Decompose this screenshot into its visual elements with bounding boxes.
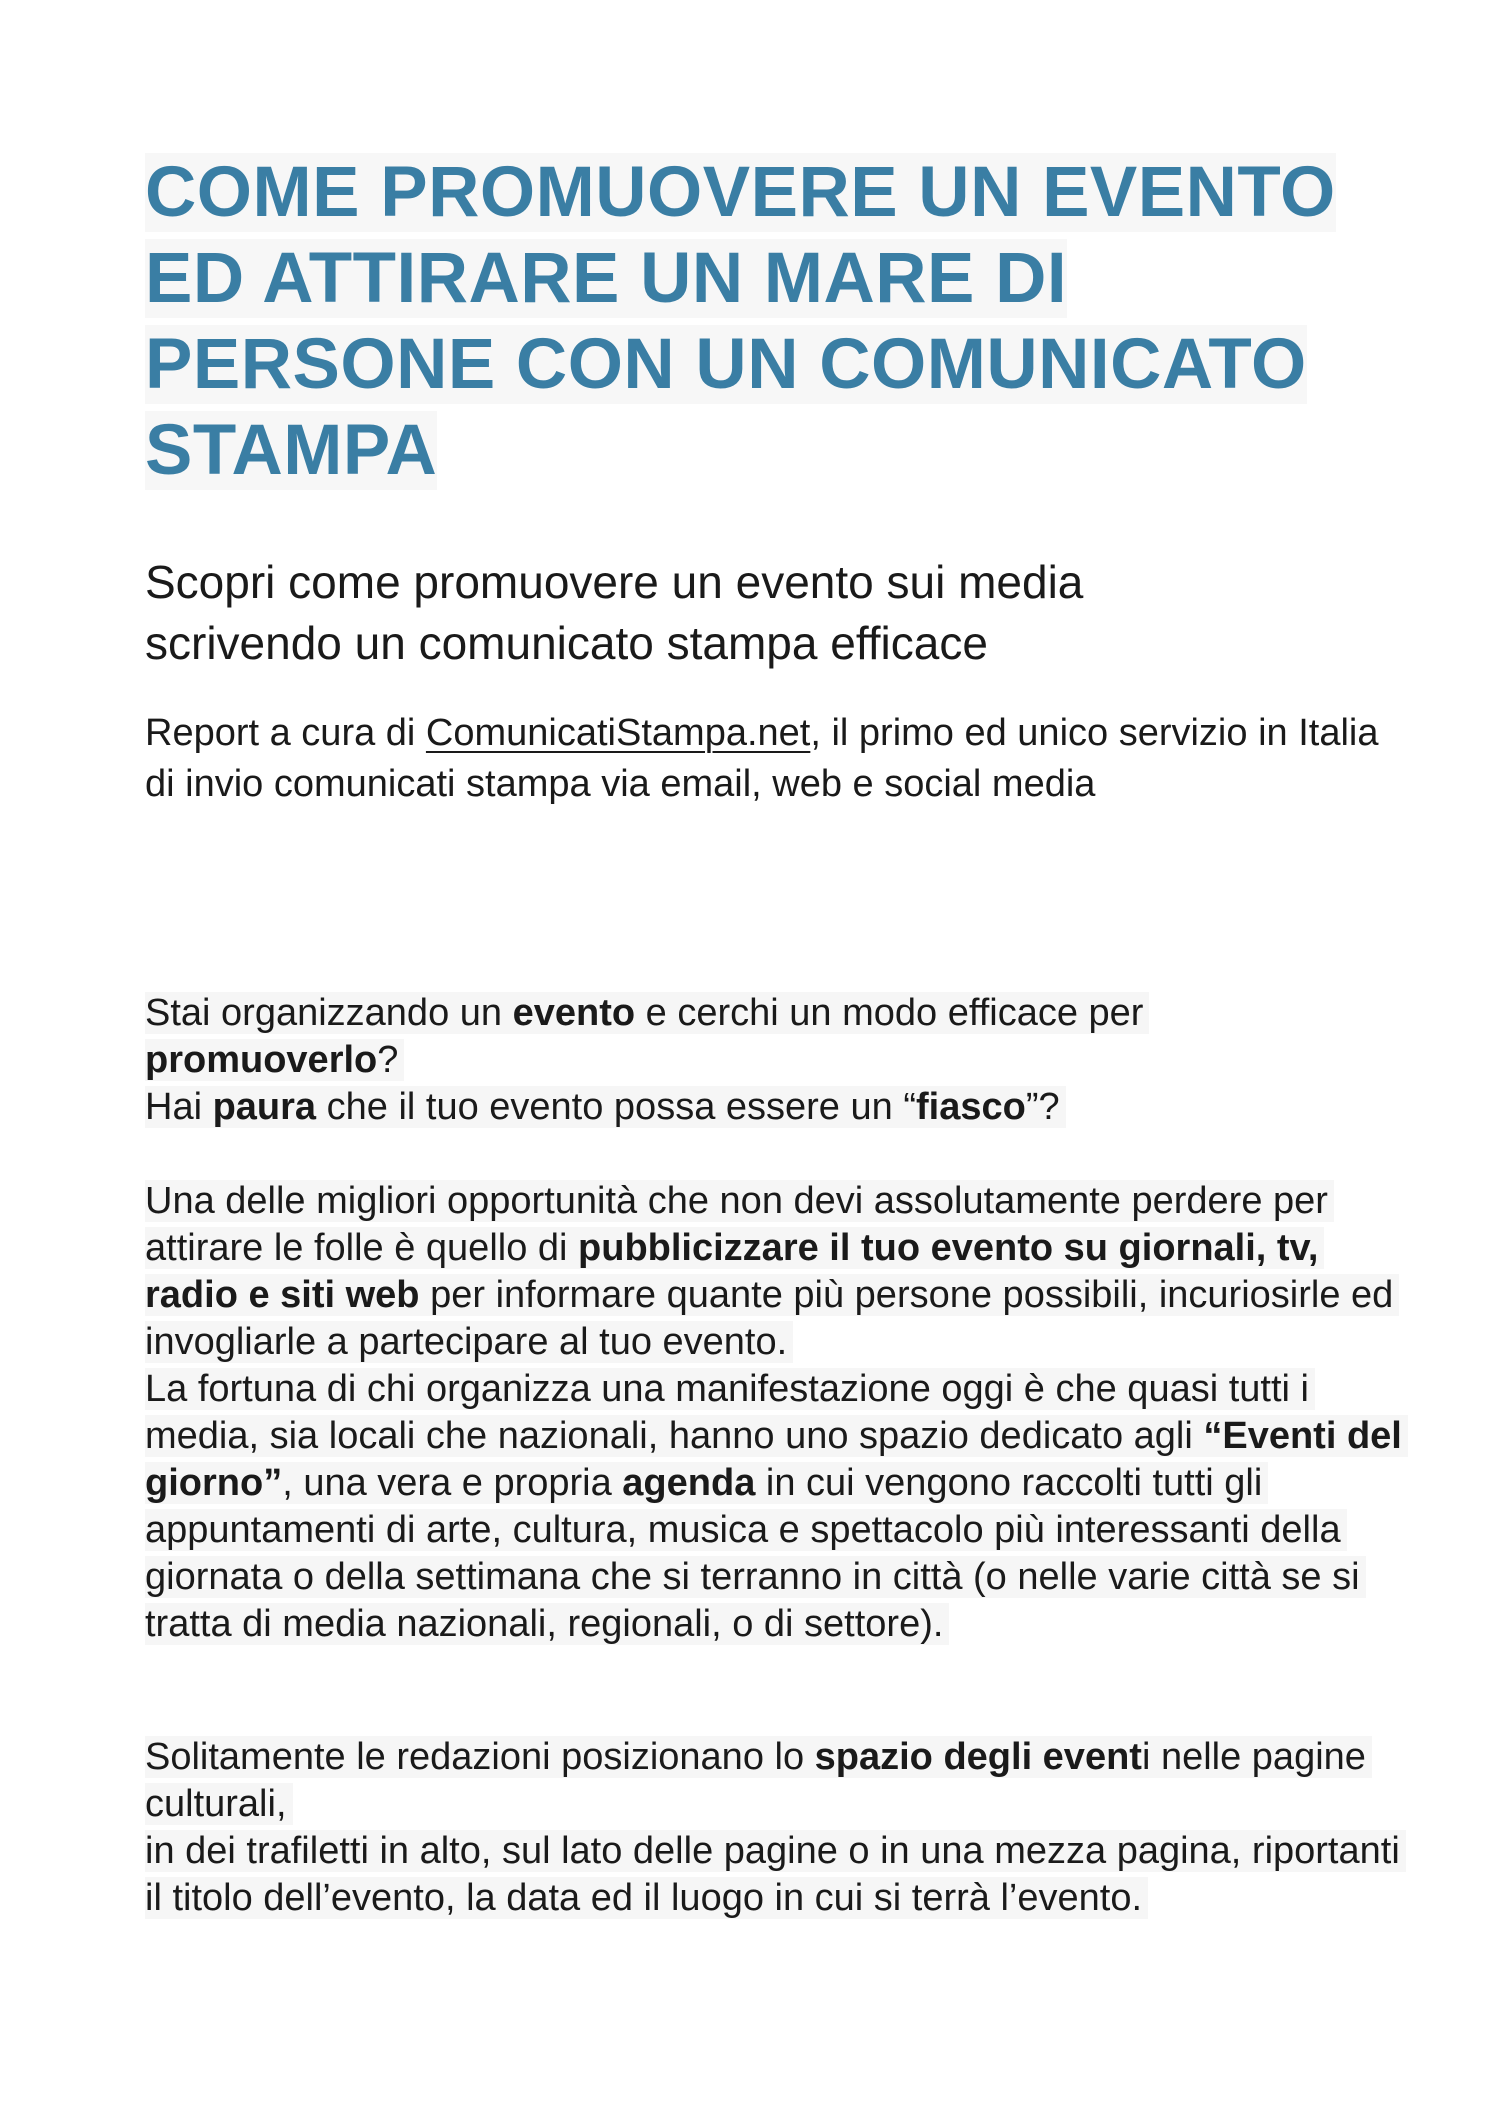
report-prefix: Report a cura di xyxy=(145,712,426,754)
document-subtitle xyxy=(145,552,1385,674)
intro-bold: paura xyxy=(212,1086,317,1128)
intro-text: ? xyxy=(377,1039,399,1081)
title-line-4: STAMPA xyxy=(145,411,438,490)
report-suffix: , il primo ed unico servizio in Italia di invio comunicati stampa via email, web e social media xyxy=(145,712,1379,805)
paragraph-text: Una delle migliori opportunità che non devi assolutamente perdere per attirare le folle è quello di xyxy=(145,1180,1328,1269)
document-title xyxy=(145,150,1385,494)
paragraph-text: in dei trafiletti in alto, sul lato delle pagine o in una mezza pagina, riportanti il titolo dell’evento, la data ed il luogo in cui si terrà l’evento. xyxy=(145,1830,1400,1919)
fortune-text xyxy=(145,1368,1408,1645)
paragraph-text: in cui vengono raccolti tutti gli appuntamenti di arte, cultura, musica e spettacolo più interessanti della giornata o della settimana che si terranno in città (o nelle varie città se si tratta di media nazionali, regionali, o di settore). xyxy=(145,1462,1360,1645)
paragraph-text: Solitamente le redazioni posizionano lo xyxy=(145,1736,815,1778)
editorial-line-2 xyxy=(145,1830,1406,1919)
intro-line-2 xyxy=(145,1039,404,1081)
opportunity-paragraph xyxy=(145,1178,1405,1648)
editorial-paragraph xyxy=(145,1734,1405,1922)
intro-line-3 xyxy=(145,1086,1066,1128)
paragraph-text: i nelle pagine culturali, xyxy=(145,1736,1366,1825)
comunicatistampa-link[interactable]: ComunicatiStampa.net xyxy=(425,712,811,754)
title-line-3: PERSONE CON UN COMUNICATO xyxy=(145,325,1307,404)
intro-text: che il tuo evento possa essere un “ xyxy=(316,1086,916,1128)
paragraph-bold: spazio degli event xyxy=(814,1736,1142,1778)
intro-paragraph xyxy=(145,990,1405,1131)
paragraph-bold: “Eventi del giorno” xyxy=(145,1415,1402,1504)
intro-bold: fiasco xyxy=(915,1086,1026,1128)
paragraph-bold: agenda xyxy=(622,1462,756,1504)
paragraph-text: La fortuna di chi organizza una manifestazione oggi è che quasi tutti i media, sia locali che nazionali, hanno uno spazio dedicato agli xyxy=(145,1368,1309,1457)
intro-line-1 xyxy=(145,992,1149,1034)
editorial-line-1 xyxy=(145,1736,1372,1825)
paragraph-text: , una vera e propria xyxy=(282,1462,623,1504)
intro-text: ”? xyxy=(1025,1086,1060,1128)
paragraph-bold: pubblicizzare il tuo evento su giornali, tv, radio e siti web xyxy=(145,1227,1319,1316)
report-credit xyxy=(145,708,1385,810)
paragraph-text: per informare quante più persone possibili, incuriosirle ed invogliarle a partecipare al tuo evento. xyxy=(145,1274,1394,1363)
opportunity-text xyxy=(145,1180,1399,1363)
intro-text: e cerchi un modo efficace per xyxy=(635,992,1144,1034)
intro-bold: promuoverlo xyxy=(145,1039,378,1081)
subtitle-line-1: Scopri come promuovere un evento sui media xyxy=(145,556,1084,608)
intro-text: Stai organizzando un xyxy=(145,992,513,1034)
title-line-2: ED ATTIRARE UN MARE DI xyxy=(145,239,1068,318)
intro-bold: evento xyxy=(512,992,636,1034)
intro-text: Hai xyxy=(145,1086,213,1128)
title-line-1: COME PROMUOVERE UN EVENTO xyxy=(145,153,1336,232)
subtitle-line-2: scrivendo un comunicato stampa efficace xyxy=(145,617,988,669)
